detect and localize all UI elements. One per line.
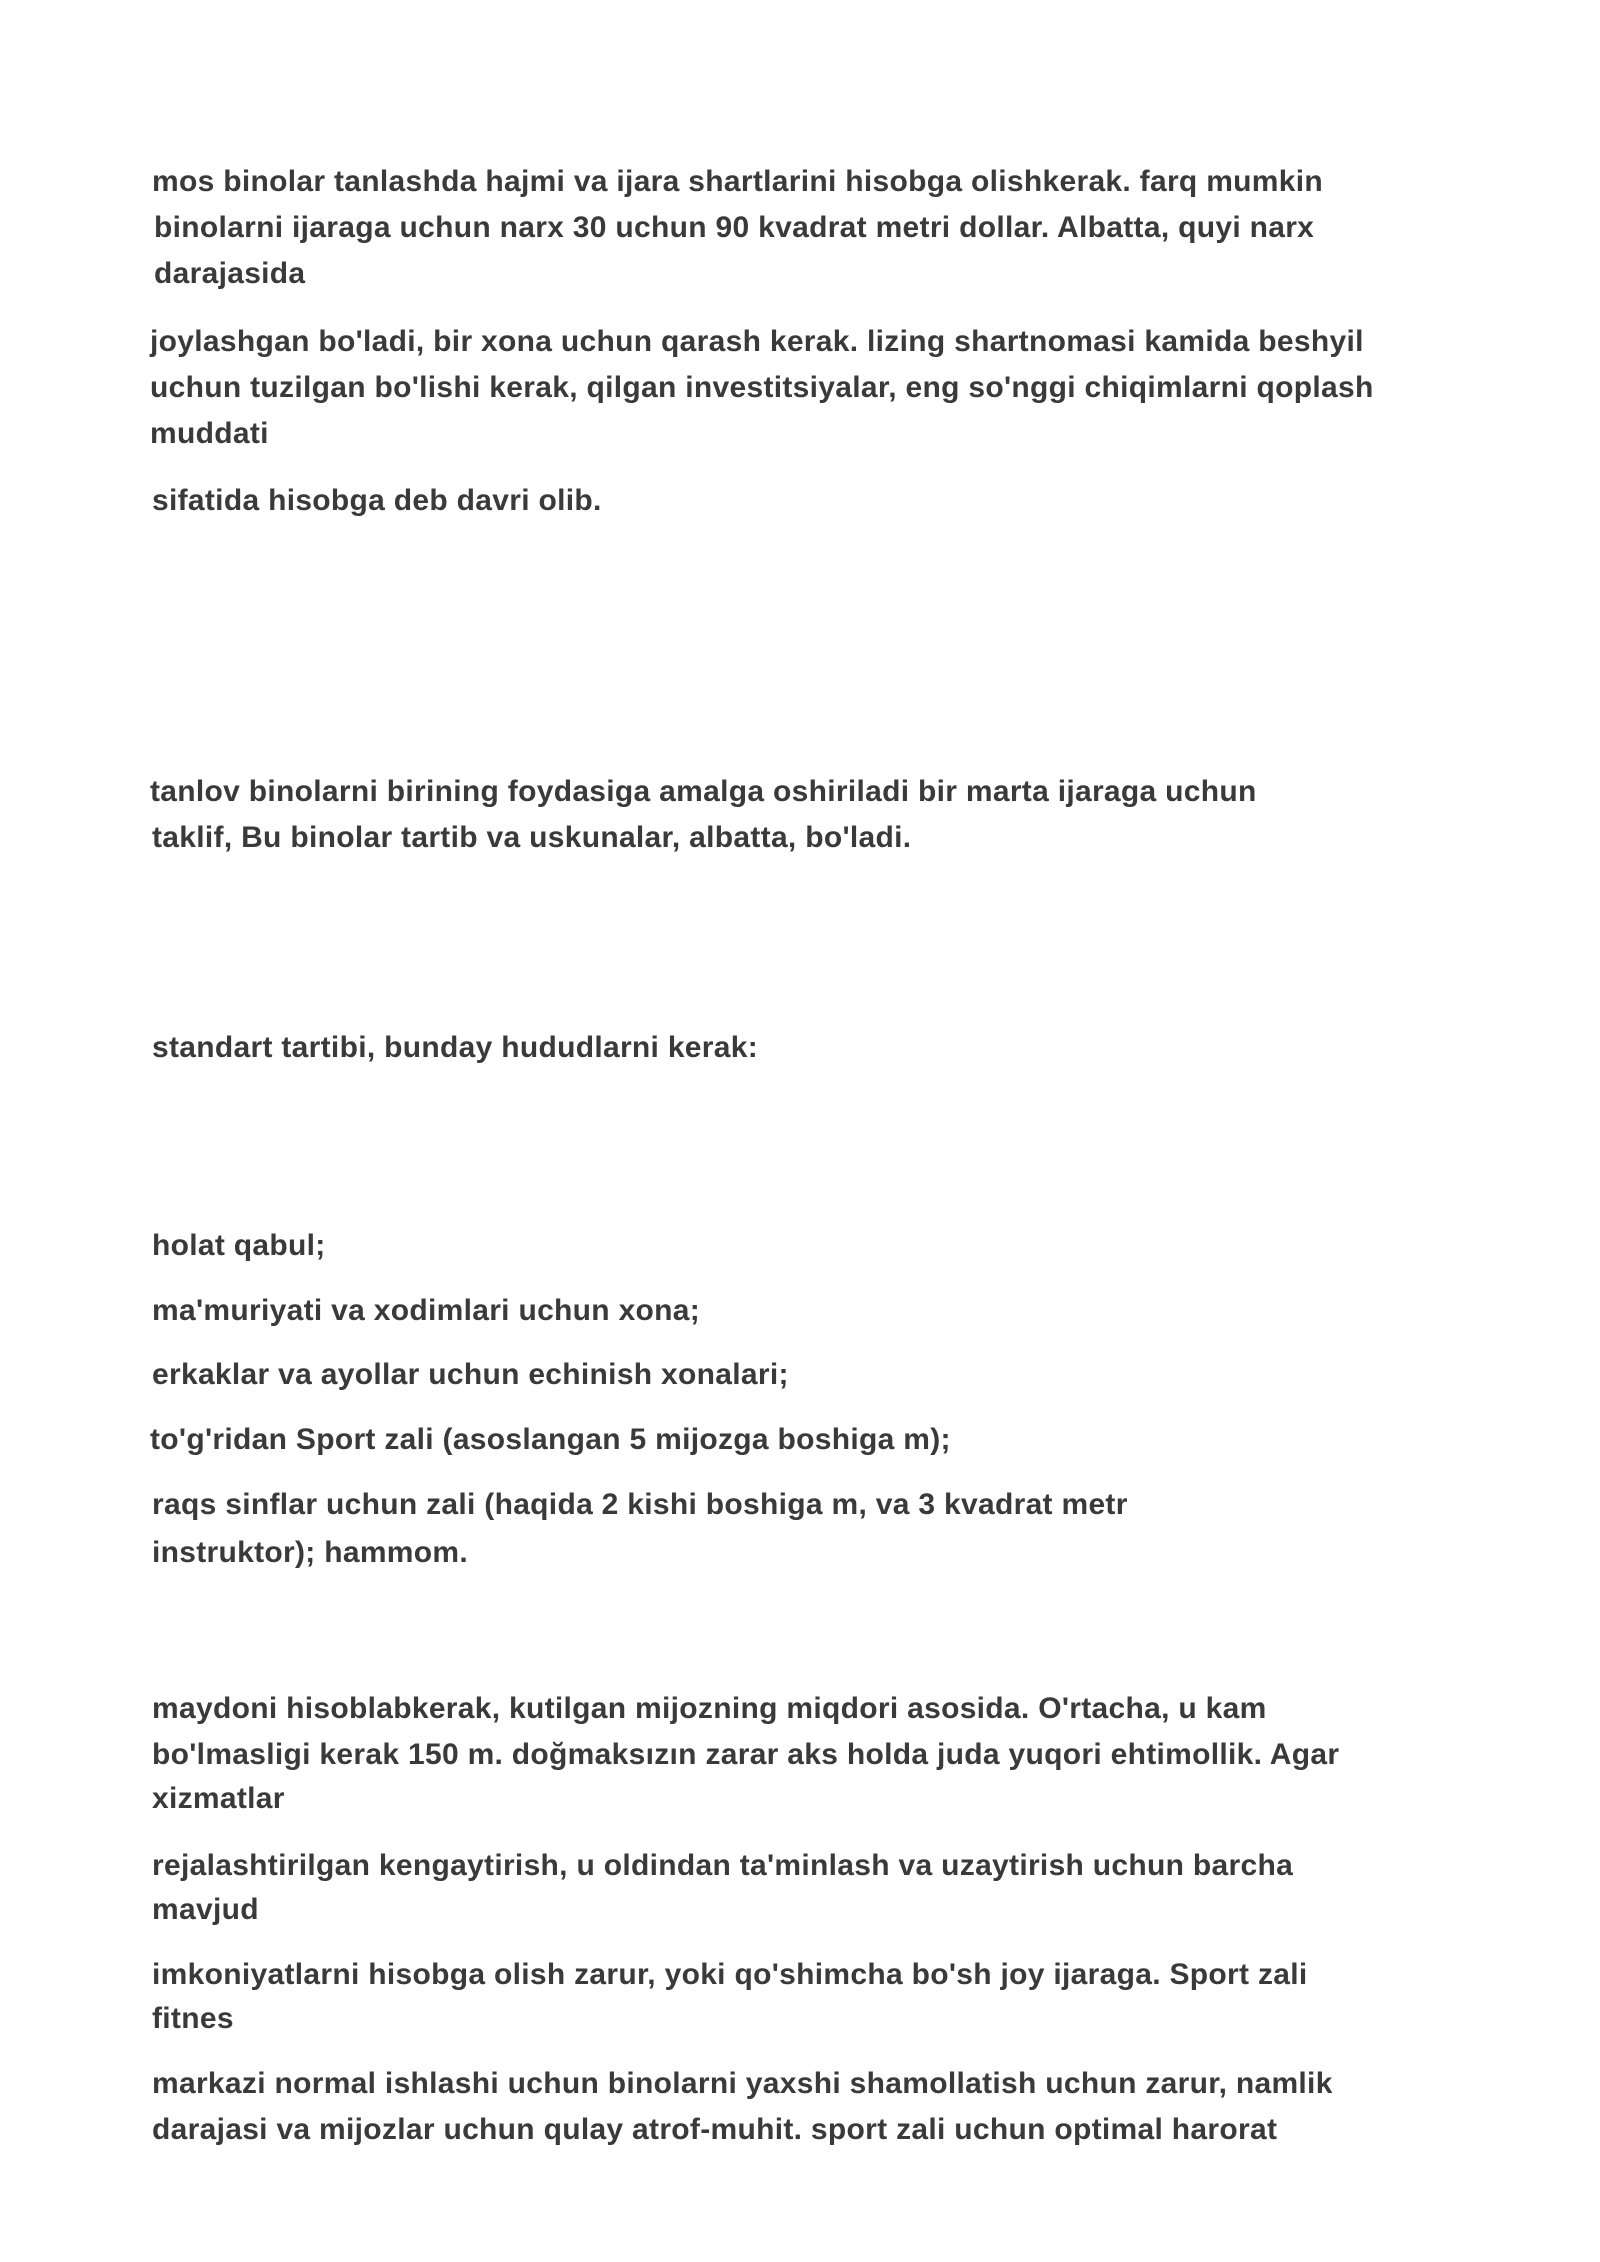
- text-line: tanlov binolarni birining foydasiga amalga oshiriladi bir marta ijaraga uchun: [150, 775, 1257, 808]
- text-line: standart tartibi, bunday hududlarni kerak:: [152, 1031, 759, 1064]
- text-line: maydoni hisoblabkerak, kutilgan mijozning miqdori asosida. O'rtacha, u kam: [152, 1692, 1267, 1725]
- list-item: ma'muriyati va xodimlari uchun xona;: [152, 1294, 701, 1327]
- text-line: rejalashtirilgan kengaytirish, u oldindan ta'minlash va uzaytirish uchun barcha: [152, 1849, 1294, 1882]
- text-line: mos binolar tanlashda hajmi va ijara shartlarini hisobga olishkerak. farq mumkin: [152, 165, 1324, 198]
- text-line: binolarni ijaraga uchun narx 30 uchun 90 kvadrat metri dollar. Albatta, quyi narx: [154, 211, 1315, 244]
- text-line: uchun tuzilgan bo'lishi kerak, qilgan investitsiyalar, eng so'nggi chiqimlarni qoplash: [150, 371, 1374, 404]
- list-item: raqs sinflar uchun zali (haqida 2 kishi boshiga m, va 3 kvadrat metr: [152, 1488, 1128, 1521]
- list-item: to'g'ridan Sport zali (asoslangan 5 mijozga boshiga m);: [150, 1423, 951, 1456]
- text-line: fitnes: [152, 2002, 234, 2035]
- text-line: bo'lmasligi kerak 150 m. doğmaksızın zarar aks holda juda yuqori ehtimollik. Agar: [152, 1738, 1340, 1771]
- text-line: joylashgan bo'ladi, bir xona uchun qarash kerak. lizing shartnomasi kamida beshyil: [150, 325, 1364, 358]
- text-line: taklif, Bu binolar tartib va uskunalar, albatta, bo'ladi.: [152, 821, 912, 854]
- text-line: darajasi va mijozlar uchun qulay atrof-muhit. sport zali uchun optimal harorat: [152, 2113, 1278, 2146]
- list-item: instruktor); hammom.: [152, 1536, 469, 1569]
- list-item: erkaklar va ayollar uchun echinish xonalari;: [152, 1358, 789, 1391]
- text-line: markazi normal ishlashi uchun binolarni yaxshi shamollatish uchun zarur, namlik: [152, 2067, 1333, 2100]
- text-line: sifatida hisobga deb davri olib.: [152, 484, 602, 517]
- text-line: imkoniyatlarni hisobga olish zarur, yoki qo'shimcha bo'sh joy ijaraga. Sport zali: [152, 1958, 1308, 1991]
- text-line: muddati: [150, 417, 269, 450]
- text-line: darajasida: [154, 257, 306, 290]
- text-line: xizmatlar: [152, 1782, 285, 1815]
- text-line: mavjud: [152, 1893, 259, 1926]
- list-item: holat qabul;: [152, 1229, 326, 1262]
